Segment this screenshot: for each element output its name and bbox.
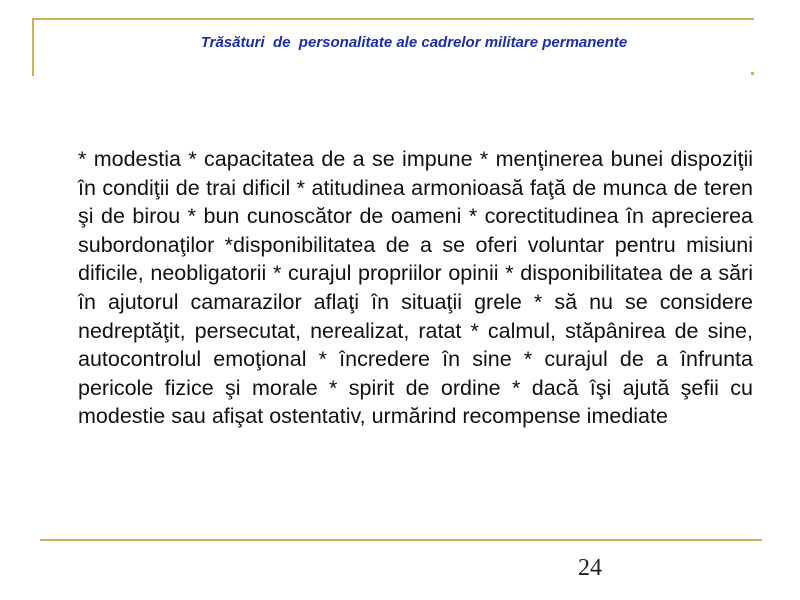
body-text: * modestia * capacitatea de a se impune * menţinerea bunei dispoziţii în condiţii de trai dificil * atitudinea armonioasă faţă de munca de teren şi de birou * bun cunoscător de oameni * corectitudinea în aprecierea subordonaţilor *disponibilitatea de a se oferi voluntar pentru misiuni dificile, neobligatorii * curajul propriilor opinii * disponibilitatea de a sări în ajutorul camarazilor aflaţi în situaţii grele * să nu se considere nedreptăţit, persecutat, nerealizat, ratat * calmul, stăpânirea de sine, autocontrolul emoţional * încredere în sine * curajul de a înfrunta pericole fizice şi morale * spirit de ordine * dacă îşi ajută şefii cu modestie sau afişat ostentativ, urmărind recompense imediate — [78, 147, 753, 429]
footer-divider — [40, 539, 762, 541]
title-frame-corner-mark — [751, 72, 754, 75]
title-frame-top-border — [32, 18, 754, 20]
page-number: 24 — [578, 555, 602, 581]
slide-title: Trăsături de personalitate ale cadrelor militare permanente — [200, 34, 628, 51]
